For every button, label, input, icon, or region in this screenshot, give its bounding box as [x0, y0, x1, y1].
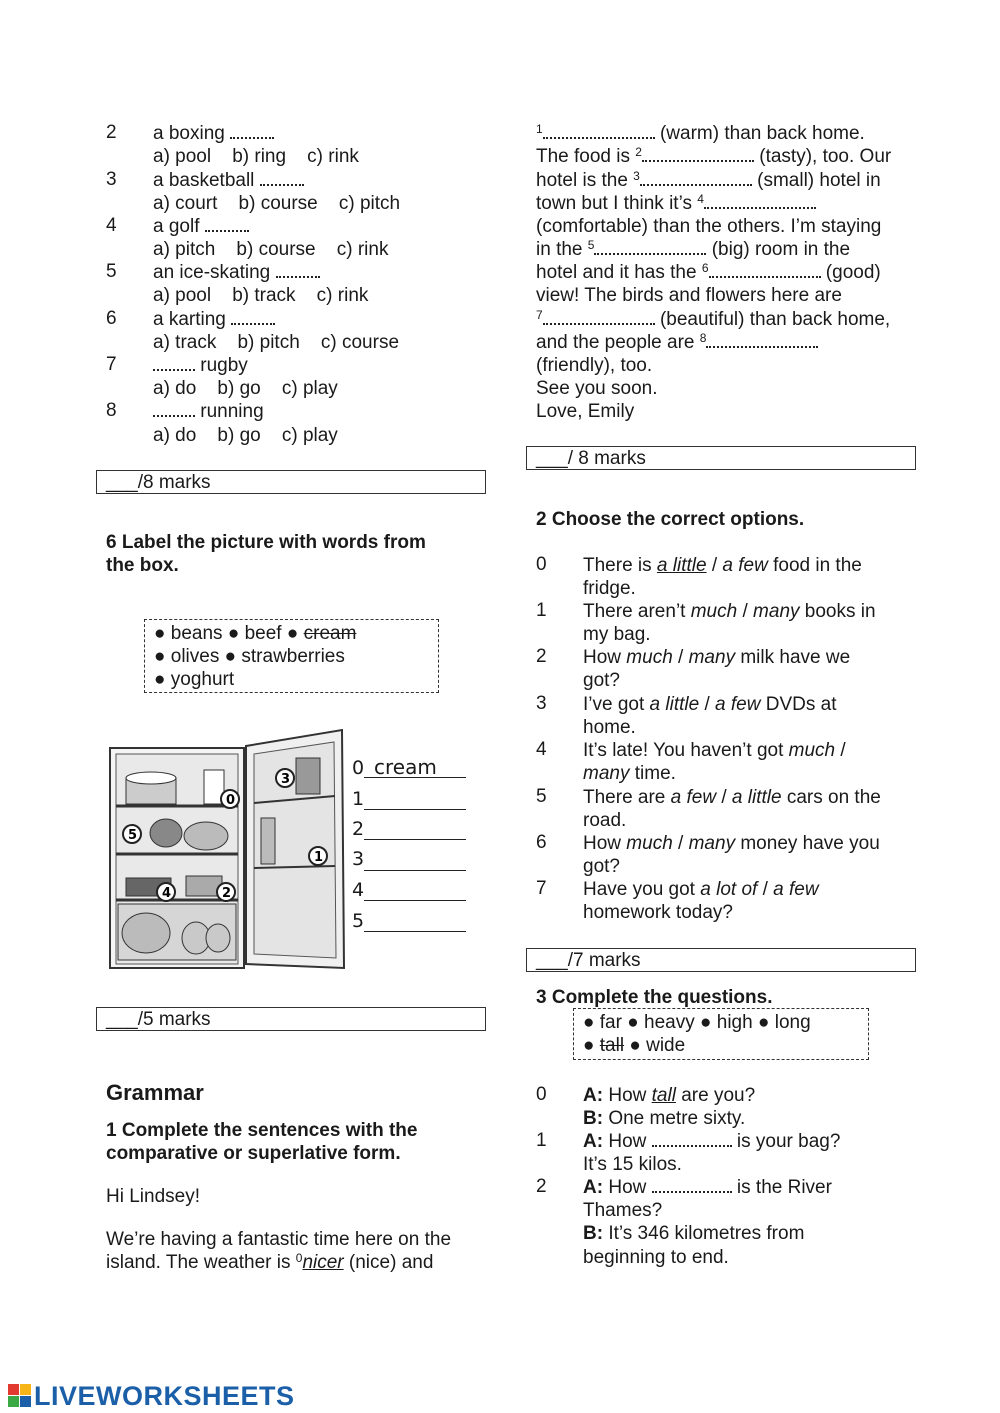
- answer-blank-3[interactable]: [640, 170, 752, 186]
- label-answer-3[interactable]: [364, 848, 466, 871]
- item-number: 2: [106, 122, 117, 143]
- item-text: There are a few / a little cars on the: [583, 787, 881, 808]
- option-1[interactable]: a few: [670, 787, 717, 808]
- letter-line: $^1$ (warm) than back home.: [536, 122, 865, 144]
- letter-line: hotel is the $^3$ (small) hotel in: [536, 169, 881, 191]
- option-2[interactable]: many: [583, 763, 630, 784]
- letter-line: view! The birds and flowers here are: [536, 285, 842, 306]
- label-number-1: 1: [352, 788, 365, 810]
- logo-icon: [8, 1384, 32, 1408]
- option-1[interactable]: much: [690, 601, 738, 622]
- answer-blank-5[interactable]: [594, 239, 706, 255]
- item-number: 4: [536, 739, 547, 760]
- item-options: a) do b) go c) play: [153, 425, 338, 446]
- item-number: 2: [536, 1176, 547, 1197]
- item-number: 7: [536, 878, 547, 899]
- answer-blank[interactable]: [260, 170, 304, 186]
- label-number-0: 0: [352, 757, 365, 779]
- option-2[interactable]: a few: [722, 555, 768, 576]
- task-title: 2 Choose the correct options.: [536, 509, 805, 530]
- task-title: 3 Complete the questions.: [536, 987, 773, 1008]
- liveworksheets-logo[interactable]: [8, 1382, 295, 1410]
- answer-blank[interactable]: [276, 262, 320, 278]
- option-2[interactable]: a few: [773, 879, 819, 900]
- item-number: 3: [106, 169, 117, 190]
- label-answer-5[interactable]: [364, 909, 466, 932]
- item-text: I’ve got a little / a few DVDs at: [583, 694, 837, 715]
- item-number: 0: [536, 554, 547, 575]
- item-text: fridge.: [583, 578, 636, 599]
- item-number: 5: [536, 786, 547, 807]
- option-1[interactable]: a little: [656, 555, 707, 576]
- option-1[interactable]: much: [788, 740, 836, 761]
- item-text: home.: [583, 717, 636, 738]
- item-prompt: a golf: [153, 215, 249, 238]
- answer-blank[interactable]: [652, 1131, 732, 1147]
- item-number: 2: [536, 646, 547, 667]
- label-marker-3: 3: [281, 772, 291, 787]
- item-text: road.: [583, 810, 627, 831]
- question-line: A: How tall are you?: [583, 1085, 756, 1106]
- item-number: 3: [536, 693, 547, 714]
- item-number: 4: [106, 215, 117, 236]
- option-2[interactable]: many: [688, 833, 736, 854]
- answer-blank[interactable]: [652, 1177, 732, 1193]
- task-title: comparative or superlative form.: [106, 1143, 401, 1164]
- item-prompt: a karting: [153, 308, 275, 331]
- word-box-line: ● yoghurt: [154, 669, 235, 690]
- answer-blank[interactable]: [231, 309, 275, 325]
- option-1[interactable]: a lot of: [700, 879, 758, 900]
- answer-blank[interactable]: [230, 123, 274, 139]
- answer-blank-1[interactable]: [543, 123, 655, 139]
- label-number-5: 5: [352, 910, 365, 932]
- option-1[interactable]: much: [626, 833, 673, 854]
- label-marker-0: 0: [226, 793, 236, 808]
- letter-line: in the $^5$ (big) room in the: [536, 238, 851, 260]
- item-text: my bag.: [583, 624, 651, 645]
- item-text: There is a little / a few food in the: [583, 555, 862, 576]
- word-box-line: ● far ● heavy ● high ● long: [583, 1012, 811, 1033]
- grammar-heading: Grammar: [106, 1080, 204, 1105]
- item-number: 6: [536, 832, 547, 853]
- letter-line: hotel and it has the $^6$ (good): [536, 261, 881, 283]
- option-2[interactable]: many: [688, 647, 736, 668]
- word-box-line: ● tall ● wide: [583, 1035, 686, 1056]
- answer-blank-6[interactable]: [709, 262, 821, 278]
- answer-line: It’s 15 kilos.: [583, 1154, 682, 1175]
- item-text: How much / many milk have we: [583, 647, 851, 668]
- option-1[interactable]: a little: [649, 694, 700, 715]
- item-prompt: an ice-skating: [153, 261, 320, 284]
- item-text: Have you got a lot of / a few: [583, 879, 819, 900]
- item-text: got?: [583, 670, 620, 691]
- question-line: Thames?: [583, 1200, 663, 1221]
- label-answer-1[interactable]: [364, 787, 466, 810]
- item-text: How much / many money have you: [583, 833, 880, 854]
- label-marker-1: 1: [314, 850, 324, 865]
- answer-blank-2[interactable]: [642, 146, 754, 162]
- item-prompt: a basketball: [153, 169, 304, 192]
- item-options: a) do b) go c) play: [153, 378, 338, 399]
- word-box: [144, 619, 439, 693]
- fridge-illustration: [106, 728, 356, 978]
- item-options: a) track b) pitch c) course: [153, 332, 400, 353]
- word-box-line: ● beans ● beef ● cream: [154, 623, 357, 644]
- brand-text: LIVEWORKSHEETS: [34, 1380, 295, 1411]
- letter-text: island. The weather is $^0$nicer (nice) and: [106, 1251, 434, 1273]
- task-title: 1 Complete the sentences with the: [106, 1120, 418, 1141]
- item-number: 1: [536, 1130, 547, 1151]
- label-marker-2: 2: [222, 886, 232, 901]
- answer-blank[interactable]: [153, 401, 195, 417]
- item-prompt: running: [153, 400, 264, 423]
- answer-blank[interactable]: [205, 216, 249, 232]
- item-options: a) pitch b) course c) rink: [153, 239, 389, 260]
- item-text: got?: [583, 856, 620, 877]
- item-text: There aren’t much / many books in: [583, 601, 876, 622]
- answer-blank[interactable]: [153, 355, 195, 371]
- answer-blank-7[interactable]: [543, 309, 655, 325]
- label-answer-2[interactable]: [364, 817, 466, 840]
- item-number: 5: [106, 261, 117, 282]
- section-title: the box.: [106, 555, 179, 576]
- item-prompt: a boxing: [153, 122, 274, 145]
- item-options: a) pool b) ring c) rink: [153, 146, 359, 167]
- item-prompt: rugby: [153, 354, 248, 377]
- label-number-4: 4: [352, 879, 365, 901]
- option-1[interactable]: much: [626, 647, 673, 668]
- question-line: A: How is the River: [583, 1177, 832, 1198]
- letter-line: See you soon.: [536, 378, 658, 399]
- word-box: [573, 1008, 869, 1060]
- item-options: a) pool b) track c) rink: [153, 285, 369, 306]
- word-box-line: ● olives ● strawberries: [154, 646, 345, 667]
- item-text: many time.: [583, 763, 676, 784]
- item-number: 8: [106, 400, 117, 421]
- example-answer: nicer: [302, 1252, 344, 1273]
- label-answer-4[interactable]: [364, 878, 466, 901]
- item-text: It’s late! You haven’t got much /: [583, 740, 846, 761]
- item-number: 1: [536, 600, 547, 621]
- letter-line: Love, Emily: [536, 401, 635, 422]
- letter-line: $^7$ (beautiful) than back home,: [536, 308, 891, 330]
- option-2[interactable]: many: [753, 601, 800, 622]
- example-answer: tall: [651, 1085, 676, 1106]
- letter-line: (comfortable) than the others. I’m staying: [536, 216, 882, 237]
- option-2[interactable]: a few: [715, 694, 761, 715]
- letter-line: (friendly), too.: [536, 355, 653, 376]
- label-marker-5: 5: [128, 828, 138, 843]
- option-2[interactable]: a little: [731, 787, 782, 808]
- letter-text: We’re having a fantastic time here on the: [106, 1229, 452, 1250]
- marks-box[interactable]: ___/5 marks: [96, 1007, 486, 1031]
- label-marker-4: 4: [162, 886, 172, 901]
- answer-blank-4[interactable]: [704, 193, 816, 209]
- marks-box[interactable]: ___/8 marks: [96, 470, 486, 494]
- marks-box[interactable]: ___/ 8 marks: [526, 446, 916, 470]
- section-title: 6 Label the picture with words from: [106, 532, 426, 553]
- label-number-2: 2: [352, 818, 365, 840]
- answer-blank-8[interactable]: [706, 332, 818, 348]
- answer-line: B: It’s 346 kilometres from: [583, 1223, 805, 1244]
- item-text: homework today?: [583, 902, 733, 923]
- marks-box[interactable]: ___/7 marks: [526, 948, 916, 972]
- label-number-3: 3: [352, 848, 365, 870]
- answer-line: beginning to end.: [583, 1247, 729, 1268]
- item-options: a) court b) course c) pitch: [153, 193, 401, 214]
- answer-line: B: One metre sixty.: [583, 1108, 746, 1129]
- label-answer-0[interactable]: cream: [364, 755, 466, 778]
- item-number: 0: [536, 1084, 547, 1105]
- letter-line: town but I think it’s $^4$: [536, 192, 816, 215]
- letter-line: The food is $^2$ (tasty), too. Our: [536, 145, 892, 167]
- letter-greeting: Hi Lindsey!: [106, 1186, 200, 1207]
- item-number: 6: [106, 308, 117, 329]
- letter-line: and the people are $^8$: [536, 331, 818, 354]
- item-number: 7: [106, 354, 117, 375]
- question-line: A: How is your bag?: [583, 1131, 841, 1152]
